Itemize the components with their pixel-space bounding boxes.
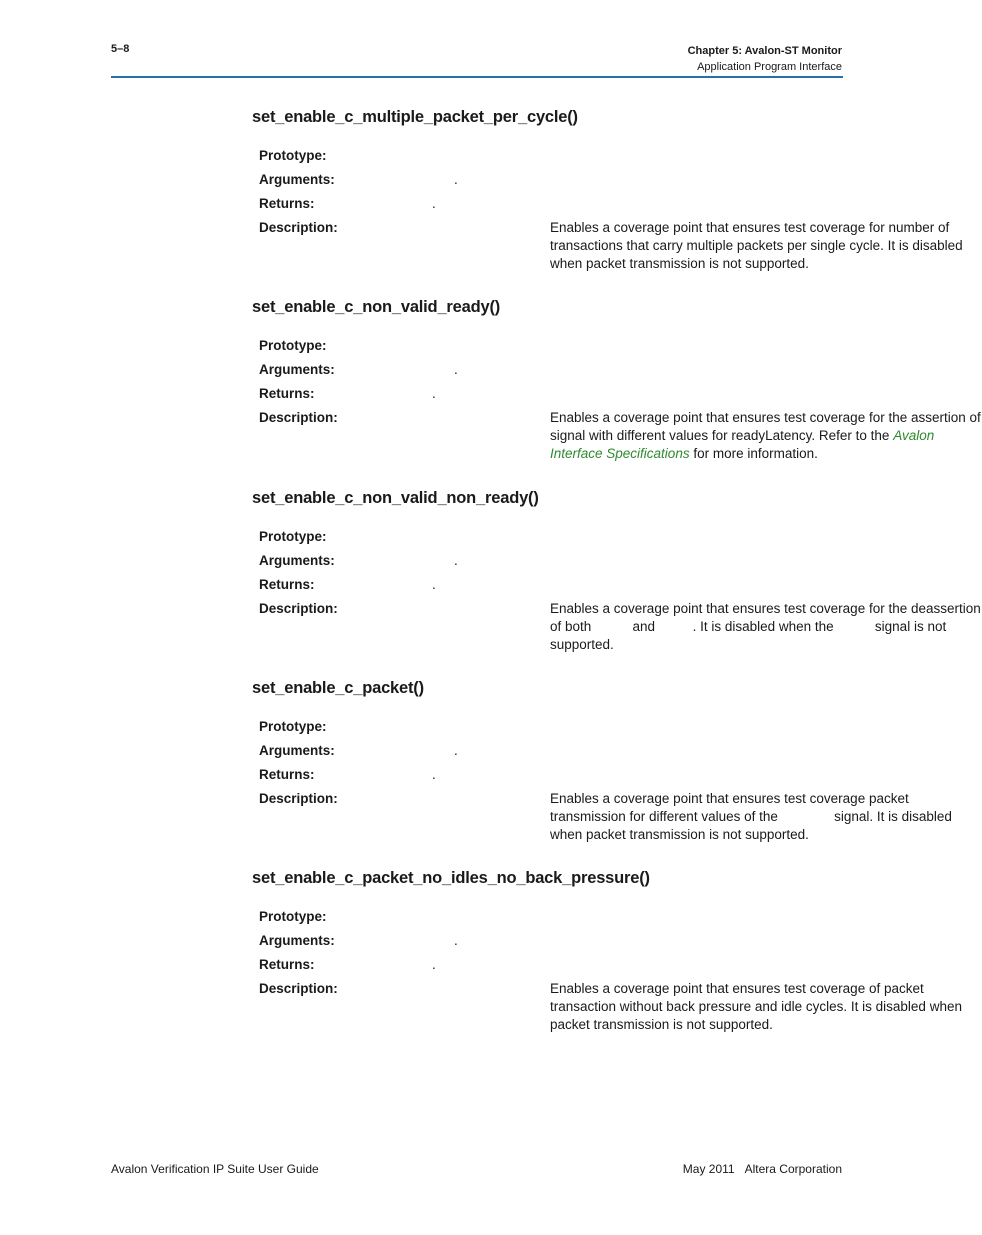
api-section-multiple-packet-per-cycle	[252, 106, 963, 273]
prototype-row	[252, 528, 852, 552]
function-heading: set_enable_c_packet()	[252, 679, 424, 697]
returns-label: Returns:	[259, 957, 315, 972]
description-text: Enables a coverage point that ensures test coverage for the deassertion of both and . It is disabled when the signal is not supported.	[550, 601, 981, 652]
arguments-label: Arguments:	[259, 933, 335, 948]
returns-row	[252, 385, 852, 409]
returns-value: .	[432, 767, 436, 782]
footer-meta	[683, 1162, 842, 1176]
api-section-packet	[252, 677, 956, 844]
description-text	[550, 409, 982, 463]
description-row	[252, 409, 981, 463]
prototype-row	[252, 718, 852, 742]
returns-value: .	[432, 196, 436, 211]
description-label: Description:	[259, 791, 338, 806]
description-row	[252, 980, 962, 1034]
arguments-label: Arguments:	[259, 172, 335, 187]
page-number: 5–8	[111, 43, 130, 55]
description-text: Enables a coverage point that ensures test coverage of packet transaction without back pressure and idle cycles. It is disabled when packet transmission is not supported.	[550, 981, 962, 1032]
api-section-packet-no-idles-no-back-pressure	[252, 867, 962, 1034]
arguments-row	[252, 552, 852, 576]
returns-label: Returns:	[259, 767, 315, 782]
api-section-non-valid-non-ready	[252, 487, 981, 654]
returns-label: Returns:	[259, 386, 315, 401]
arguments-value: .	[454, 362, 458, 377]
prototype-row	[252, 337, 852, 361]
section-title: Application Program Interface	[697, 61, 842, 73]
description-row	[252, 600, 981, 654]
arguments-label: Arguments:	[259, 362, 335, 377]
description-row	[252, 790, 956, 844]
footer-document-title: Avalon Verification IP Suite User Guide	[111, 1162, 319, 1176]
arguments-label: Arguments:	[259, 553, 335, 568]
returns-label: Returns:	[259, 196, 315, 211]
chapter-title: Chapter 5: Avalon-ST Monitor	[687, 45, 842, 57]
returns-label: Returns:	[259, 577, 315, 592]
running-header	[688, 43, 842, 75]
header-rule	[111, 76, 843, 78]
prototype-row	[252, 908, 852, 932]
returns-row	[252, 956, 852, 980]
prototype-label: Prototype:	[259, 148, 327, 163]
description-text: Enables a coverage point that ensures test coverage packet transmission for different values of the signal. It is disabled when packet transmission is not supported.	[550, 791, 956, 842]
description-text-post: for more information.	[689, 446, 818, 461]
description-label: Description:	[259, 410, 338, 425]
returns-row	[252, 766, 852, 790]
prototype-label: Prototype:	[259, 338, 327, 353]
prototype-label: Prototype:	[259, 909, 327, 924]
prototype-row	[252, 147, 852, 171]
footer-company: Altera Corporation	[744, 1162, 842, 1176]
returns-row	[252, 576, 852, 600]
arguments-row	[252, 932, 852, 956]
function-heading: set_enable_c_non_valid_ready()	[252, 298, 501, 316]
description-label: Description:	[259, 220, 338, 235]
arguments-label: Arguments:	[259, 743, 335, 758]
returns-value: .	[432, 957, 436, 972]
description-text-pre: Enables a coverage point that ensures test coverage for the assertion of signal with different values for readyLatency. Refer to the	[550, 410, 981, 443]
arguments-row	[252, 742, 852, 766]
arguments-value: .	[454, 553, 458, 568]
prototype-label: Prototype:	[259, 529, 327, 544]
description-label: Description:	[259, 981, 338, 996]
footer-date: May 2011	[682, 1162, 735, 1176]
prototype-label: Prototype:	[259, 719, 327, 734]
arguments-row	[252, 171, 852, 195]
function-heading: set_enable_c_non_valid_non_ready()	[252, 489, 539, 507]
description-label: Description:	[259, 601, 338, 616]
returns-value: .	[432, 386, 436, 401]
arguments-value: .	[454, 743, 458, 758]
arguments-value: .	[454, 172, 458, 187]
function-heading: set_enable_c_multiple_packet_per_cycle()	[252, 108, 578, 126]
arguments-value: .	[454, 933, 458, 948]
api-section-non-valid-ready	[252, 296, 981, 463]
function-heading: set_enable_c_packet_no_idles_no_back_pressure()	[252, 869, 650, 887]
avalon-interface-spec-link[interactable]: Avalon Interface Specifications	[550, 428, 939, 461]
description-text: Enables a coverage point that ensures test coverage for number of transactions that carry multiple packets per single cycle. It is disabled when packet transmission is not supported.	[550, 220, 963, 271]
returns-row	[252, 195, 852, 219]
returns-value: .	[432, 577, 436, 592]
description-row	[252, 219, 963, 273]
arguments-row	[252, 361, 852, 385]
